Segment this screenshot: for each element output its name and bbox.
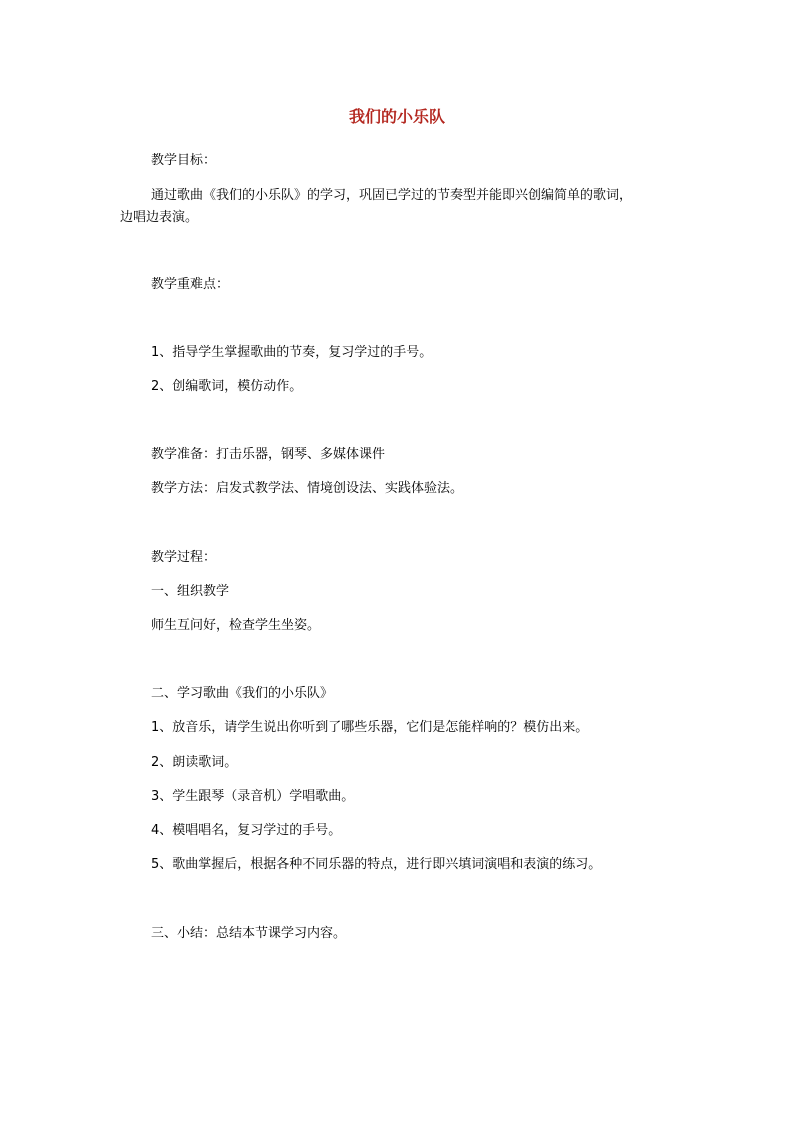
objectives-heading: 教学目标： — [151, 153, 217, 168]
section2-step: 4、模唱唱名，复习学过的手号。 — [151, 823, 342, 838]
section1-text: 师生互问好，检查学生坐姿。 — [151, 618, 321, 633]
key-points-heading: 教学重难点： — [151, 277, 230, 292]
objectives-text-line-2: 边唱边表演。 — [120, 210, 199, 225]
document-title: 我们的小乐队 — [348, 107, 445, 126]
process-heading: 教学过程： — [151, 550, 217, 565]
objectives-text-line-1: 通过歌曲《我们的小乐队》的学习，巩固已学过的节奏型并能即兴创编简单的歌词， — [151, 188, 633, 203]
key-point-item: 1、指导学生掌握歌曲的节奏，复习学过的手号。 — [151, 345, 433, 360]
section2-step: 5、歌曲掌握后，根据各种不同乐器的特点，进行即兴填词演唱和表演的练习。 — [151, 857, 602, 872]
key-point-item: 2、创编歌词，模仿动作。 — [151, 379, 303, 394]
section2-step: 2、朗读歌词。 — [151, 755, 238, 770]
section3-summary: 三、小结：总结本节课学习内容。 — [151, 926, 347, 941]
methods-text: 教学方法：启发式教学法、情境创设法、实践体验法。 — [151, 481, 464, 496]
section2-heading: 二、学习歌曲《我们的小乐队》 — [151, 686, 334, 701]
preparation-text: 教学准备：打击乐器，钢琴、多媒体课件 — [151, 447, 386, 462]
section2-step: 1、放音乐，请学生说出你听到了哪些乐器，它们是怎能样响的？模仿出来。 — [151, 720, 589, 735]
section1-heading: 一、组织教学 — [151, 584, 230, 599]
section2-step: 3、学生跟琴（录音机）学唱歌曲。 — [151, 789, 355, 804]
